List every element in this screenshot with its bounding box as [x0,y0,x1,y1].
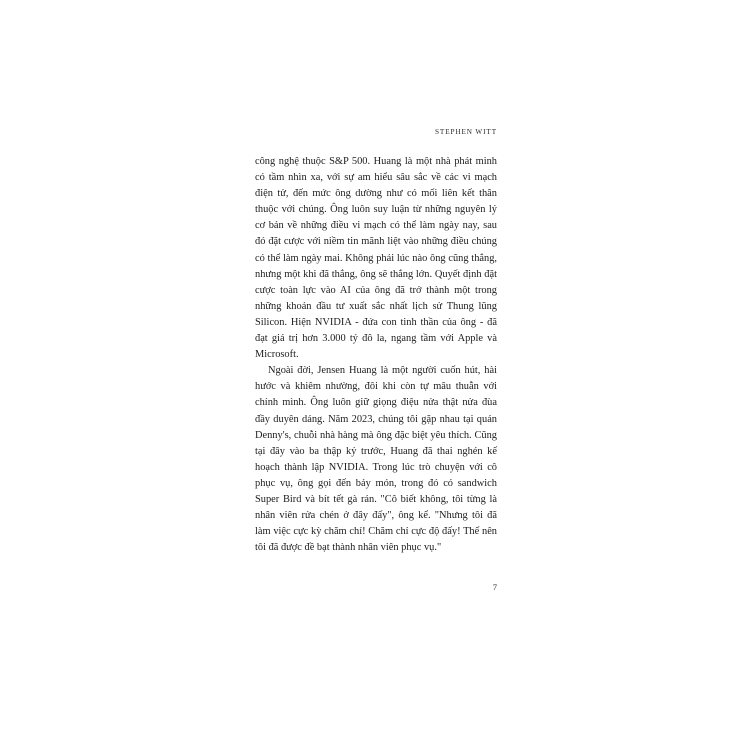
paragraph-continued: công nghệ thuộc S&P 500. Huang là một nhà phát minh có tầm nhìn xa, với sự am hiểu sâu sắc về các vi mạch điện tử, đến mức ông dường như có mối liên kết thân thuộc với chúng. Ông luôn suy luận từ những nguyên lý cơ bản về những điều vi mạch có thể làm ngày nay, sau đó đặt cược với niềm tin mãnh liệt vào những điều chúng có thể làm ngày mai. Không phải lúc nào ông cũng thắng, nhưng một khi đã thắng, ông sẽ thắng lớn. Quyết định đặt cược toàn lực vào AI của ông đã trở thành một trong những khoản đầu tư xuất sắc nhất lịch sử Thung lũng Silicon. Hiện NVIDIA - đứa con tinh thần của ông - đã đạt giá trị hơn 3.000 tỷ đô la, ngang tầm với Apple và Microsoft. [255,156,497,361]
page-number: 7 [492,582,497,593]
body-text [255,154,497,556]
running-head-author: STEPHEN WITT [435,128,497,136]
paragraph-new: Ngoài đời, Jensen Huang là một người cuốn hút, hài hước và khiêm nhường, đôi khi còn tự mâu thuẫn với chính mình. Ông luôn giữ giọng điệu nửa thật nửa đùa đầy duyên dáng. Năm 2023, chúng tôi gặp nhau tại quán Denny's, chuỗi nhà hàng mà ông đặc biệt yêu thích. Cũng tại đây vào ba thập kỷ trước, Huang đã thai nghén kế hoạch thành lập NVIDIA. Trong lúc trò chuyện với cô phục vụ, ông gọi đến bảy món, trong đó có sandwich Super Bird và bít tết gà rán. "Cô biết không, tôi từng là nhân viên rửa chén ở đây đấy", ông kể. "Nhưng tôi đã làm việc cực kỳ chăm chỉ! Chăm chỉ cực độ đấy! Thế nên tôi đã được đề bạt thành nhân viên phục vụ." [255,365,497,554]
page-text-column [255,128,497,592]
